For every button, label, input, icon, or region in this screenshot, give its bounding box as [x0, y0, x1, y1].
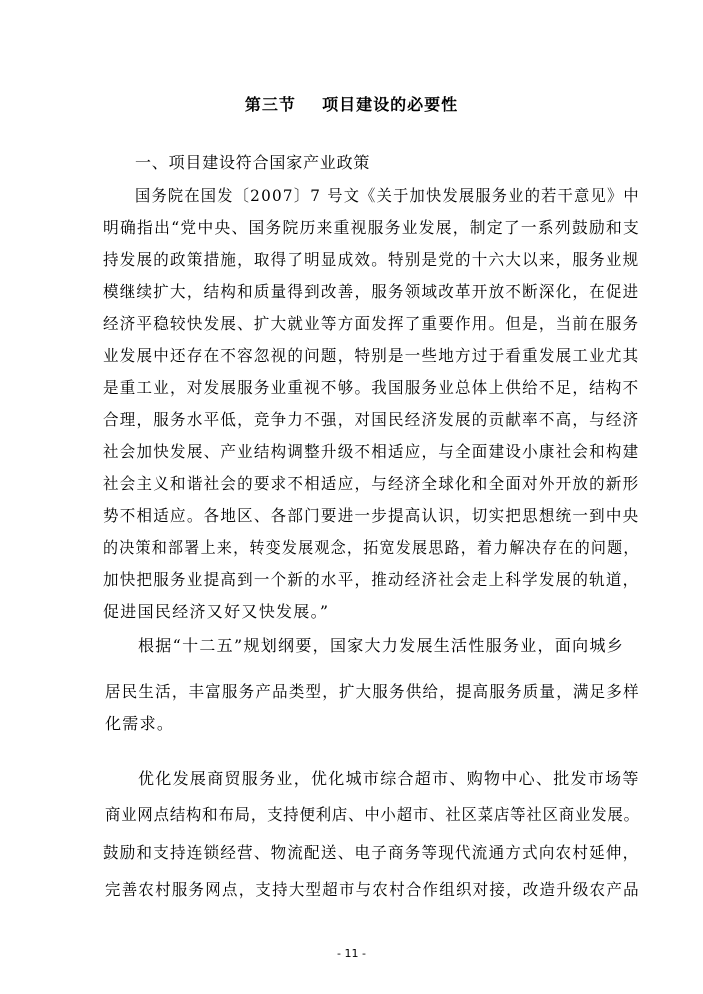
paragraph-1-line: 国务院在国发〔2007〕7 号文《关于加快发展服务业的若干意见》中	[135, 186, 640, 205]
heading-1: 一、项目建设符合国家产业政策	[135, 153, 371, 172]
paragraph-1-line: 明确指出“党中央、国务院历来重视服务业发展，制定了一系列鼓励和支	[103, 218, 641, 237]
page-number: - 11 -	[337, 947, 366, 960]
paragraph-1-line: 势不相适应。各地区、各部门要进一步提高认识，切实把思想统一到中央	[103, 506, 640, 525]
paragraph-1-line: 业发展中还存在不容忽视的问题，特别是一些地方过于看重发展工业尤其	[103, 346, 640, 365]
paragraph-3-line: 商业网点结构和布局，支持便利店、中小超市、社区菜店等社区商业发展。	[105, 805, 640, 824]
paragraph-1-line: 模继续扩大，结构和质量得到改善，服务领域改革开放不断深化，在促进	[103, 282, 640, 301]
paragraph-2-line: 根据“十二五”规划纲要，国家大力发展生活性服务业，面向城乡	[138, 636, 625, 655]
paragraph-1-line: 经济平稳较快发展、扩大就业等方面发挥了重要作用。但是，当前在服务	[103, 314, 640, 333]
paragraph-1-line: 加快把服务业提高到一个新的水平，推动经济社会走上科学发展的轨道，	[103, 570, 640, 589]
paragraph-2-line: 居民生活，丰富服务产品类型，扩大服务供给，提高服务质量，满足多样	[105, 682, 640, 701]
paragraph-2-line: 化需求。	[105, 714, 175, 733]
paragraph-1-line: 社会主义和谐社会的要求不相适应，与经济全球化和全面对外开放的新形	[103, 474, 640, 493]
paragraph-1-line: 社会加快发展、产业结构调整升级不相适应，与全面建设小康社会和构建	[103, 442, 640, 461]
paragraph-3-line: 优化发展商贸服务业，优化城市综合超市、购物中心、批发市场等	[138, 769, 640, 788]
section-title: 第三节 项目建设的必要性	[244, 95, 459, 114]
paragraph-1-line: 是重工业，对发展服务业重视不够。我国服务业总体上供给不足，结构不	[103, 378, 640, 397]
paragraph-1-line: 的决策和部署上来，转变发展观念，拓宽发展思路，着力解决存在的问题，	[103, 538, 640, 557]
paragraph-1-line: 持发展的政策措施，取得了明显成效。特别是党的十六大以来，服务业规	[103, 250, 640, 269]
paragraph-3-line: 鼓励和支持连锁经营、物流配送、电子商务等现代流通方式向农村延伸，	[103, 843, 640, 862]
paragraph-3-line: 完善农村服务网点，支持大型超市与农村合作组织对接，改造升级农产品	[105, 880, 640, 899]
paragraph-1-line: 合理，服务水平低，竞争力不强，对国民经济发展的贡献率不高，与经济	[103, 410, 640, 429]
paragraph-1-line: 促进国民经济又好又快发展。”	[103, 602, 330, 621]
